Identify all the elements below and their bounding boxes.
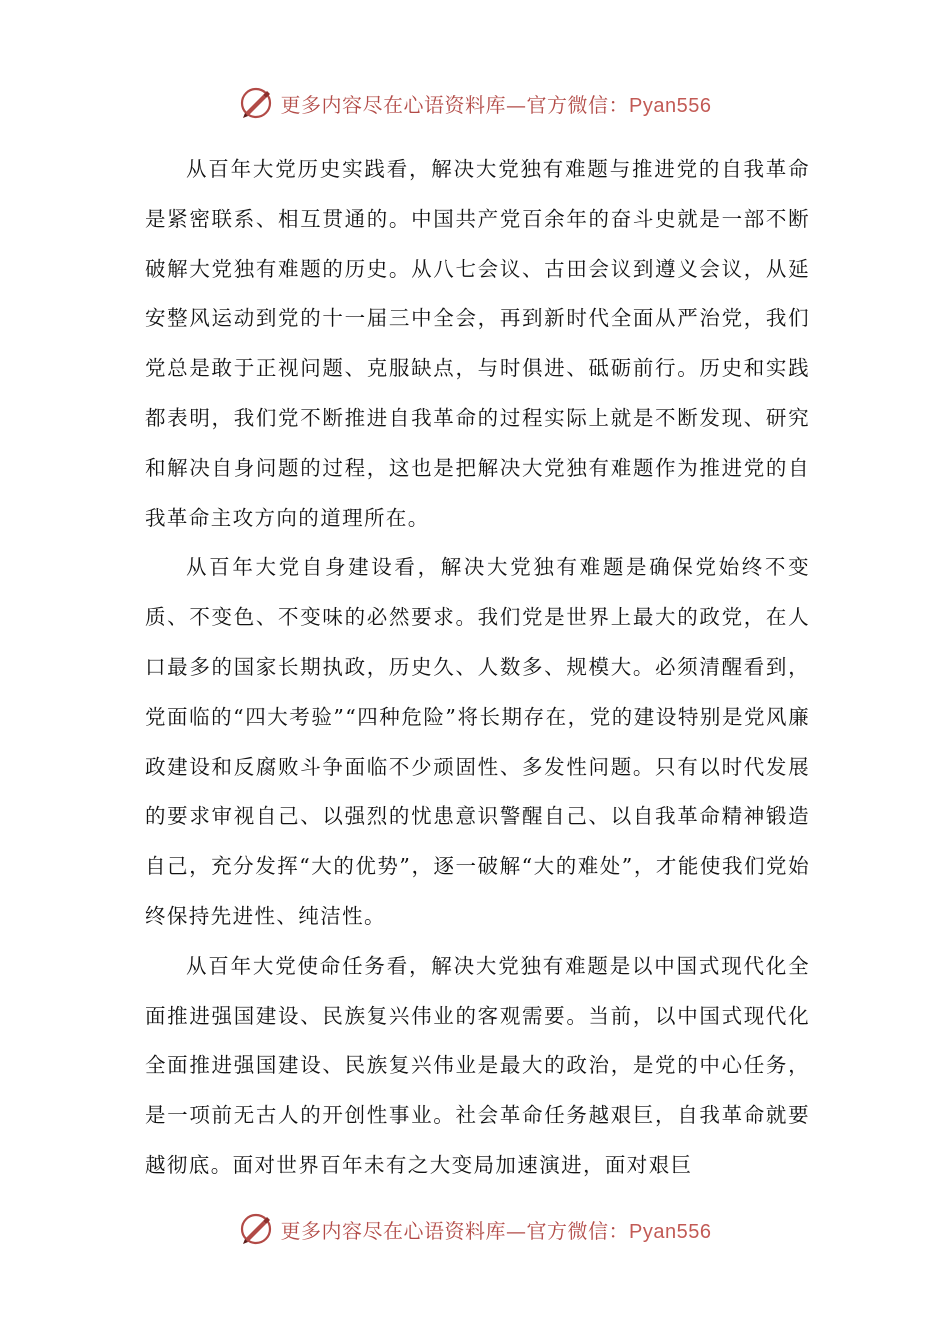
paragraph-3: 从百年大党使命任务看，解决大党独有难题是以中国式现代化全面推进强国建设、民族复兴伟业的客观需要。当前，以中国式现代化全面推进强国建设、民族复兴伟业是最大的政治，是党的中心任务，是一项前无古人的开创性事业。社会革命任务越艰巨，自我革命就要越彻底。面对世界百年未有之大变局加速演进，面对艰巨 [145, 953, 810, 1177]
watermark-label: 更多内容尽在心语资料库—官方微信： [280, 1218, 630, 1243]
watermark-footer [0, 1209, 950, 1249]
watermark-label: 更多内容尽在心语资料库—官方微信： [280, 92, 630, 117]
watermark-header [0, 83, 950, 123]
paragraph-2: 从百年大党自身建设看，解决大党独有难题是确保党始终不变质、不变色、不变味的必然要求。我们党是世界上最大的政党，在人口最多的国家长期执政，历史久、人数多、规模大。必须清醒看到，党面临的“四大考验”“四种危险”将长期存在，党的建设特别是党风廉政建设和反腐败斗争面临不少顽固性、多发性问题。只有以时代发展的要求审视自己、以强烈的忧患意识警醒自己、以自我革命精神锻造自己，充分发挥“大的优势”，逐一破解“大的难处”，才能使我们党始终保持先进性、纯洁性。 [145, 555, 810, 928]
watermark-text [281, 89, 712, 118]
watermark-text [281, 1215, 712, 1244]
paragraph-1: 从百年大党历史实践看，解决大党独有难题与推进党的自我革命是紧密联系、相互贯通的。中国共产党百余年的奋斗史就是一部不断破解大党独有难题的历史。从八七会议、古田会议到遵义会议，从延安整风运动到党的十一届三中全会，再到新时代全面从严治党，我们党总是敢于正视问题、克服缺点，与时俱进、砥砺前行。历史和实践都表明，我们党不断推进自我革命的过程实际上就是不断发现、研究和解决自身问题的过程，这也是把解决大党独有难题作为推进党的自我革命主攻方向的道理所在。 [145, 157, 810, 530]
pen-logo-icon [239, 1212, 273, 1246]
watermark-handle: Pyan556 [629, 94, 712, 117]
article-body [145, 145, 810, 1191]
watermark-handle: Pyan556 [629, 1220, 712, 1243]
pen-logo-icon [239, 86, 273, 120]
